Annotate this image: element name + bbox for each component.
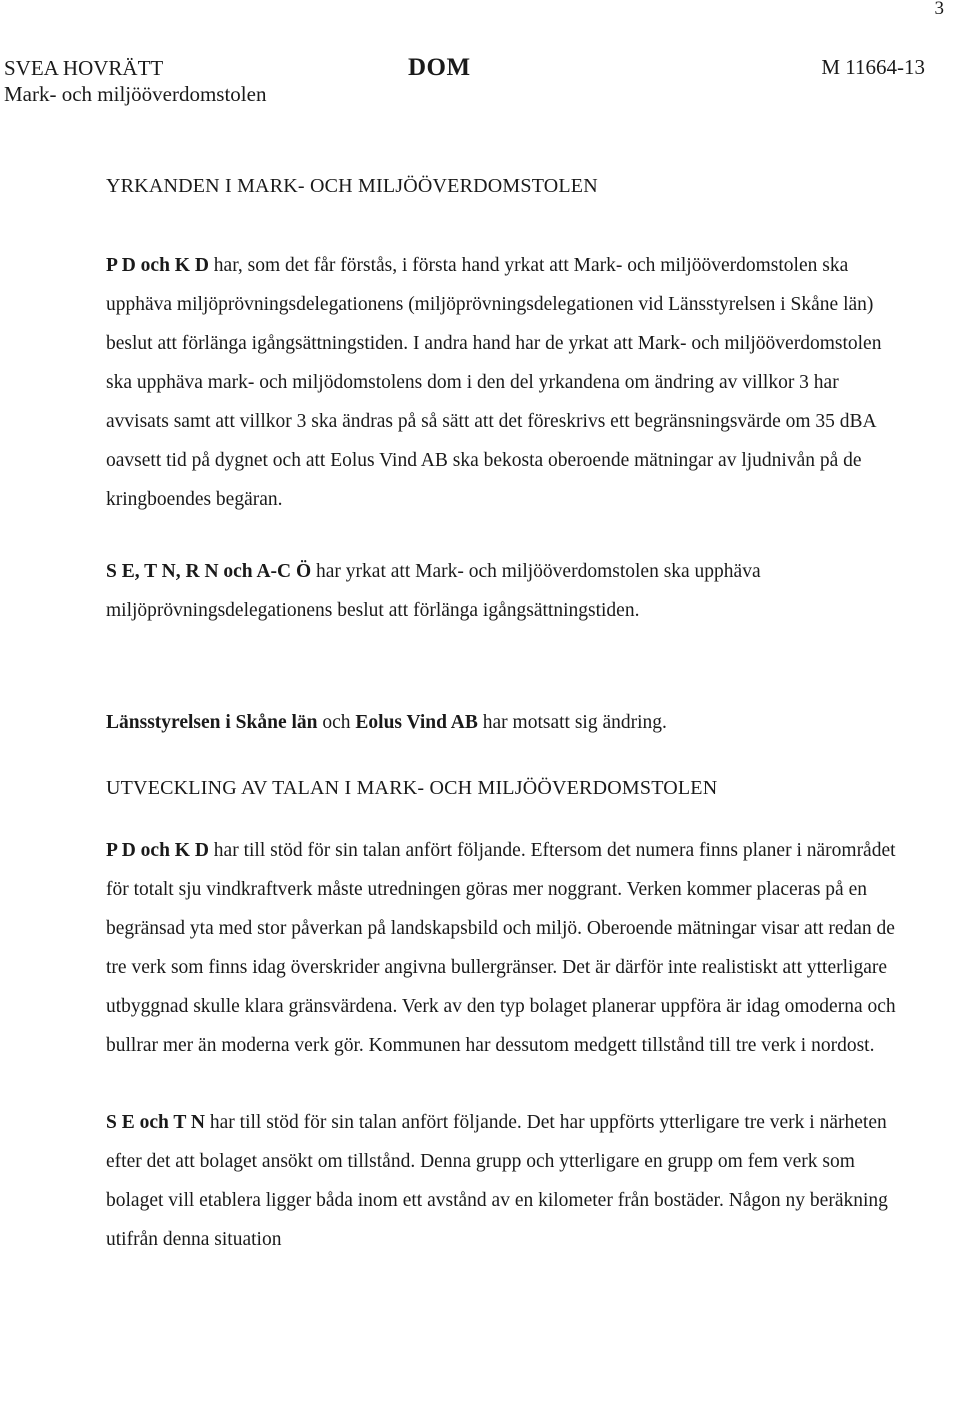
paragraph-text: har till stöd för sin talan anfört följande. Det har uppförts ytterligare tre verk i närheten efter det att bolaget ansökt om tillstånd. Denna grupp och ytterligare en grupp om fem verk som bolaget vill etablera ligger båda inom ett avstånd av en kilometer från bostäder. Någon ny beräkning utifrån denna situation	[106, 1112, 888, 1250]
party-names: P D och K D	[106, 840, 209, 861]
arguments-paragraph-1	[106, 831, 896, 1065]
document-type: DOM	[408, 54, 471, 81]
party-names: S E, T N, R N och A-C Ö	[106, 561, 312, 582]
claims-paragraph-3	[106, 703, 896, 742]
claims-heading: YRKANDEN I MARK- OCH MILJÖÖVERDOMSTOLEN	[106, 175, 598, 197]
document-body	[106, 172, 896, 1259]
court-name-line-2: Mark- och miljööverdomstolen	[4, 82, 267, 106]
conjunction-text: och	[317, 712, 356, 733]
party-names: P D och K D	[106, 255, 209, 276]
claims-paragraph-2	[106, 552, 896, 630]
page-number: 3	[934, 0, 944, 19]
paragraph-text: har till stöd för sin talan anfört följande. Eftersom det numera finns planer i närområdet för totalt sju vindkraftverk måste utredningen göras mer noggrant. Verken kommer placeras på en begränsad yta med stor påverkan på landskapsbild och miljö. Oberoende mätningar visar att redan de tre verk som finns idag överskrider angivna bullergränser. Det är därför inte realistiskt att ytterligare utbyggnad skulle klara gränsvärdena. Verk av den typ bolaget planerar uppföra är idag omoderna och bullrar mer än moderna verk gör. Kommunen har dessutom medgett tillstånd till tre verk i nordost.	[106, 840, 896, 1056]
party-names: S E och T N	[106, 1112, 205, 1133]
paragraph-text: har motsatt sig ändring.	[477, 712, 667, 733]
court-name-line-1: SVEA HOVRÄTT	[4, 56, 164, 80]
court-name	[4, 55, 266, 107]
party-name-company: Eolus Vind AB	[355, 712, 478, 733]
arguments-paragraph-2	[106, 1103, 896, 1259]
paragraph-text: har, som det får förstås, i första hand yrkat att Mark- och miljööverdomstolen ska upphäva miljöprövningsdelegationens (miljöprövningsdelegationen vid Länsstyrelsen i Skåne län) beslut att förlänga igångsättningstiden. I andra hand har de yrkat att Mark- och miljööverdomstolen ska upphäva mark- och miljödomstolens dom i den del yrkandena om ändring av villkor 3 har avvisats samt att villkor 3 ska ändras på så sätt att det föreskrivs ett begränsningsvärde om 35 dBA oavsett tid på dygnet och att Eolus Vind AB ska bekosta oberoende mätningar av ljudnivån på de kringboendes begäran.	[106, 255, 882, 510]
arguments-heading: UTVECKLING AV TALAN I MARK- OCH MILJÖÖVERDOMSTOLEN	[106, 777, 718, 799]
claims-paragraph-1	[106, 246, 896, 519]
party-name-county-board: Länsstyrelsen i Skåne län	[106, 712, 318, 733]
paragraph-text: har yrkat att Mark- och miljööverdomstolen ska upphäva miljöprövningsdelegationens beslut att förlänga igångsättningstiden.	[106, 561, 761, 621]
case-number: M 11664-13	[821, 55, 925, 79]
